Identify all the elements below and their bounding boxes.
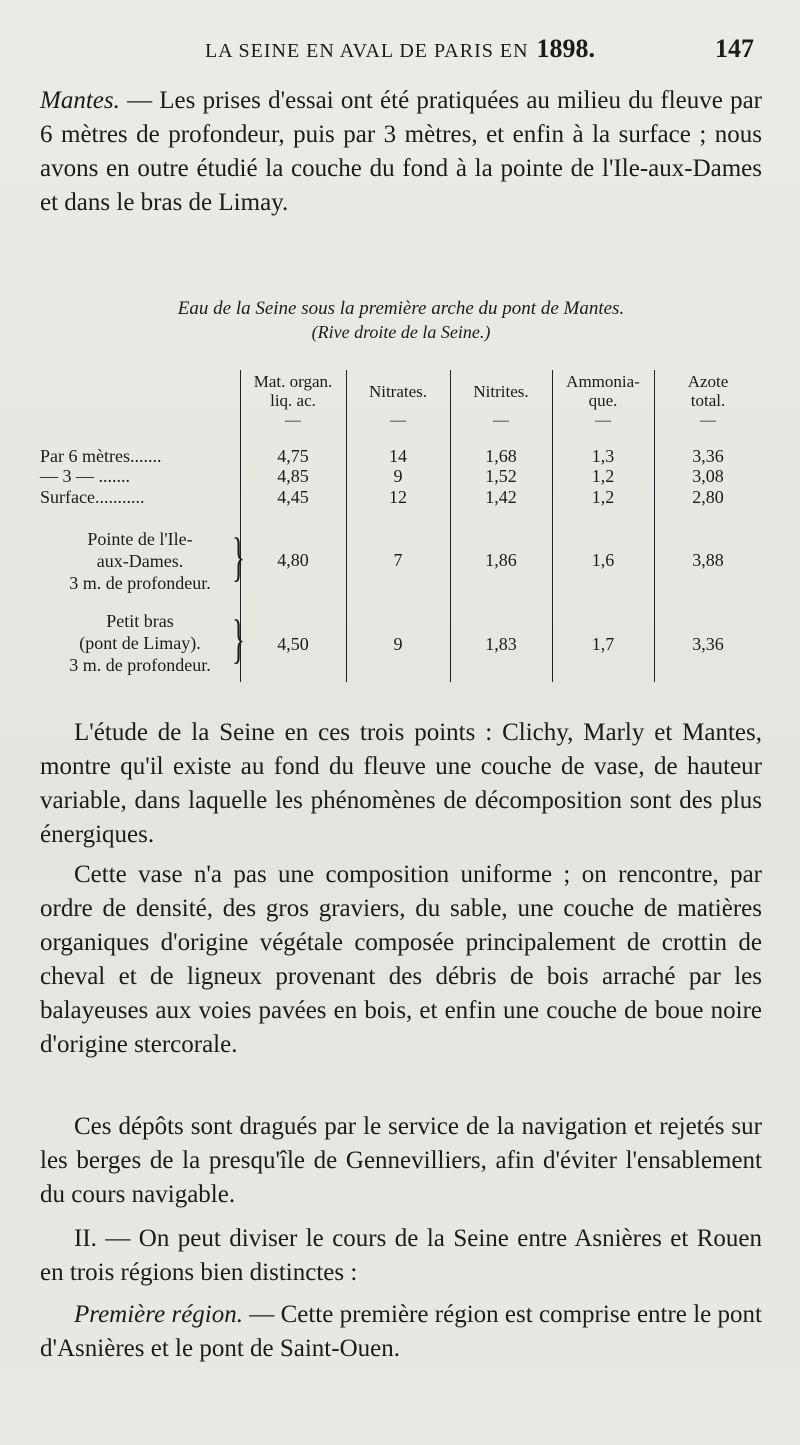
region-text: — Cette première région est comprise entre le pont d'Asnières et le pont de Saint-Ouen. [40, 1301, 762, 1362]
intro-text: — Les prises d'essai ont été pratiquées au milieu du fleuve par 6 mètres de profondeur, puis par 3 mètres, et enfin à la surface ; nous avons en outre étudié la couche du fond à la pointe de l'Ile-aux-Dames et dans le bras de Limay. [40, 87, 762, 216]
table-cell: 4,45 [277, 487, 309, 507]
table-cell: 1,3 [591, 446, 615, 466]
table-cell: 1,6 [591, 550, 615, 570]
header-year: 1898. [536, 34, 596, 63]
table-cell: 4,75 [277, 446, 309, 466]
running-title: LA SEINE EN AVAL DE PARIS EN [204, 40, 529, 62]
col-header-line: Nitrites. [473, 382, 529, 401]
col-header-azote [654, 372, 762, 410]
header-dash: — [700, 412, 716, 429]
table-caption: Eau de la Seine sous la première arche du pont de Mantes. [177, 298, 625, 319]
table-subcaption: (Rive droite de la Seine.) [311, 322, 491, 342]
analysis-table [40, 362, 762, 682]
col-header-line: Mat. organ. [253, 372, 333, 391]
col-header-line: Nitrates. [368, 382, 428, 401]
col-header-ammoniaque [552, 372, 654, 410]
col-header-line: liq. ac. [270, 391, 316, 410]
row-label: aux-Dames. [96, 551, 184, 571]
body-paragraph: II. — On peut diviser le cours de la Seine entre Asnières et Rouen en trois régions bien distinctes : [40, 1225, 762, 1286]
row-label-group [40, 610, 240, 676]
table-cell: 3,88 [692, 550, 724, 570]
region-label: Première région. [74, 1301, 243, 1328]
row-label: Pointe de l'Ile- [87, 529, 193, 549]
running-header [40, 34, 760, 70]
col-header-mat-organ [240, 372, 346, 410]
table-cell: 12 [389, 487, 407, 507]
table-cell: 1,42 [485, 487, 517, 507]
table-cell: 1,86 [485, 550, 517, 570]
table-cell: 1,2 [591, 487, 615, 507]
table-cell: 3,36 [692, 446, 724, 466]
table-cell: 4,80 [277, 550, 309, 570]
col-header-nitrates [346, 382, 450, 401]
row-label: (pont de Limay). [79, 633, 201, 653]
table-cell: 2,80 [692, 487, 724, 507]
table-cell: 1,7 [591, 634, 615, 654]
body-paragraph: Cette vase n'a pas une composition uniforme ; on rencontre, par ordre de densité, des gros graviers, du sable, une couche de matières organiques d'origine végétale composée principalement de crottin de cheval et de ligneux provenant des débris de bois arraché par les balayeuses aux voies pavées en bois, et enfin une couche de boue noire d'origine stercorale. [40, 861, 762, 1058]
table-cell: 9 [393, 634, 403, 654]
table-cell: 9 [393, 466, 403, 486]
col-header-line: Ammonia- [566, 372, 640, 391]
row-label: Surface........... [40, 487, 145, 507]
header-dash: — [493, 412, 509, 429]
table-cell: 4,85 [277, 466, 309, 486]
brace-mark: } [232, 527, 245, 587]
brace-mark: } [232, 609, 245, 669]
body-paragraph: Ces dépôts sont dragués par le service de la navigation et rejetés sur les berges de la presqu'île de Gennevilliers, afin d'éviter l'ensablement du cours navigable. [40, 1113, 762, 1208]
table-cell: 1,83 [485, 634, 517, 654]
page-number: 147 [715, 34, 754, 63]
col-header-line: Azote [687, 372, 729, 391]
table-cell: 1,52 [485, 466, 517, 486]
table-cell: 1,2 [591, 466, 615, 486]
table-cell: 4,50 [277, 634, 309, 654]
col-header-line: total. [690, 391, 726, 410]
table-cell: 14 [389, 446, 407, 466]
header-dash: — [390, 412, 406, 429]
row-label: — 3 — ....... [40, 466, 130, 486]
col-header-nitrites [450, 382, 552, 401]
intro-place: Mantes. [40, 87, 120, 114]
table-cell: 7 [393, 550, 403, 570]
row-label: Par 6 mètres....... [40, 446, 162, 466]
table-cell: 3,36 [692, 634, 724, 654]
table-cell: 1,68 [485, 446, 517, 466]
col-header-line: que. [588, 391, 618, 410]
table-cell: 3,08 [692, 466, 724, 486]
row-label: 3 m. de profondeur. [69, 573, 211, 593]
row-label-group [40, 528, 240, 594]
header-dash: — [285, 412, 301, 429]
header-dash: — [595, 412, 611, 429]
row-label: 3 m. de profondeur. [69, 655, 211, 675]
body-paragraph: L'étude de la Seine en ces trois points : Clichy, Marly et Mantes, montre qu'il existe au fond du fleuve une couche de vase, de hauteur variable, dans laquelle les phénomènes de décomposition sont des plus énergiques. [40, 719, 762, 848]
final-paragraph [40, 1298, 762, 1366]
intro-paragraph [40, 84, 762, 220]
row-label: Petit bras [106, 611, 174, 631]
